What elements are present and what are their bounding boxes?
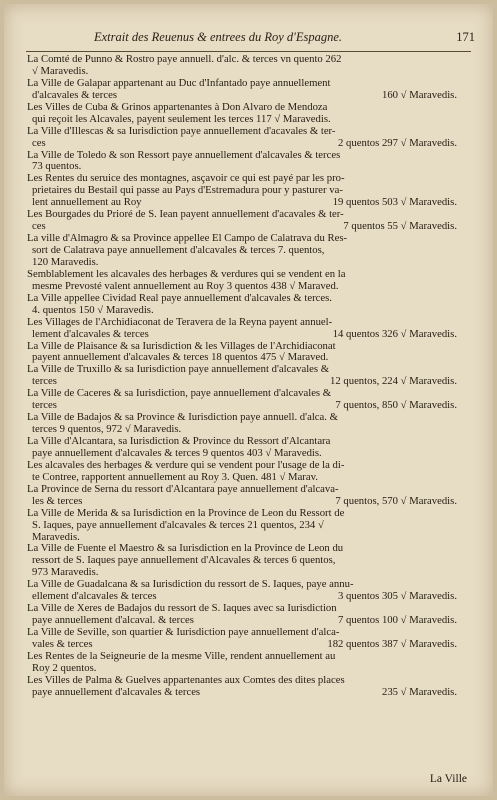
- line-text: 73 quentos.: [32, 161, 82, 173]
- text-line: [27, 150, 469, 162]
- text-line: [27, 496, 469, 508]
- text-line: [27, 400, 469, 412]
- line-text: La Ville de Merida & sa Iurisdiction en la Province de Leon du Ressort de: [27, 507, 345, 519]
- line-text: 973 Maravedis.: [32, 567, 99, 579]
- line-text: vales & terces: [32, 638, 93, 650]
- line-text: La Ville d'Alcantara, sa Iurisdiction & Province du Ressort d'Alcantara: [27, 436, 331, 447]
- line-text: ces: [32, 137, 46, 149]
- text-line: [27, 78, 469, 90]
- text-line: [27, 173, 469, 185]
- text-line: [27, 388, 469, 400]
- text-line: [27, 161, 469, 173]
- text-line: [27, 591, 469, 603]
- text-line: [27, 436, 469, 448]
- text-line: [27, 197, 469, 209]
- line-text: 4. quentos 150 √ Maravedis.: [32, 304, 154, 316]
- line-text: La Ville de Xeres de Badajos du ressort de S. Iaques avec sa Iurisdiction: [27, 603, 337, 615]
- line-amount: 182 quentos 387 √ Maravedis.: [327, 638, 457, 650]
- text-line: [27, 567, 469, 579]
- text-line: [27, 412, 469, 424]
- line-text: La Ville de Truxillo & sa Iurisdiction paye annuellement d'alcavales &: [27, 364, 330, 376]
- text-line: [27, 424, 469, 436]
- text-line: [27, 687, 469, 699]
- running-header: [94, 30, 475, 48]
- book-page: [4, 4, 493, 796]
- text-line: [27, 675, 469, 687]
- line-text: sort de Calatrava paye annuellement d'alcavales & terces 7. quentos,: [32, 245, 325, 256]
- text-line: [27, 281, 469, 293]
- line-text: Les Rentes de la Seigneurie de la mesme Ville, rendent annuellement au: [27, 650, 336, 662]
- text-line: [27, 651, 469, 663]
- text-line: [27, 221, 469, 233]
- line-text: La Province de Serna du ressort d'Alcantara paye annuellement d'alcava-: [27, 483, 339, 495]
- text-line: [27, 114, 469, 126]
- header-rule: [26, 51, 471, 52]
- text-line: [27, 448, 469, 460]
- line-text: Les alcavales des herbages & verdure qui se vendent pour l'usage de la di-: [27, 459, 345, 471]
- text-line: [27, 138, 469, 150]
- line-amount: 160 √ Maravedis.: [381, 89, 457, 101]
- line-text: La Ville de Toledo & son Ressort paye annuellement d'alcavales & terces: [27, 149, 341, 161]
- line-text: paye annuellement d'alcavales & terces: [32, 686, 201, 698]
- text-line: [27, 603, 469, 615]
- text-line: [27, 329, 469, 341]
- line-text: La Ville de Plaisance & sa Iurisdiction & les Villages de l'Archidiaconat: [27, 340, 336, 352]
- line-text: ces: [32, 221, 46, 233]
- text-line: [27, 555, 469, 567]
- line-amount: 2 quentos 297 √ Maravedis.: [338, 137, 457, 149]
- line-text: Les Villes de Cuba & Grinos appartenantes à Don Alvaro de Mendoza: [27, 101, 328, 113]
- line-text: Les Villes de Palma & Guelves appartenantes aux Comtes des dites places: [27, 674, 345, 686]
- text-line: [27, 102, 469, 114]
- text-line: [27, 317, 469, 329]
- text-line: [27, 627, 469, 639]
- line-amount: 7 quentos, 850 √ Maravedis.: [335, 400, 457, 412]
- line-text: paye annuellement d'alcavales & terces 9 quentos 403 √ Maravedis.: [32, 447, 322, 459]
- line-text: La Ville d'Illescas & sa Iurisdiction paye annuellement d'acavales & ter-: [27, 125, 336, 137]
- line-text: La Ville de Caceres & sa Iurisdiction, paye annuellement d'alcavales &: [27, 388, 332, 400]
- line-text: te Contree, rapportent annuellement au Roy 3. Quen. 481 √ Marav.: [32, 471, 318, 483]
- text-line: [27, 639, 469, 651]
- text-line: [27, 484, 469, 496]
- text-line: [27, 472, 469, 484]
- line-amount: 19 quentos 503 √ Maravedis.: [332, 197, 457, 209]
- text-line: [27, 269, 469, 281]
- text-line: [27, 54, 469, 66]
- text-line: [27, 532, 469, 544]
- line-text: La Ville de Guadalcana & sa Iurisdiction du ressort de S. Iaques, paye annu-: [27, 579, 354, 591]
- catchword: La Ville: [429, 773, 467, 785]
- text-line: [27, 293, 469, 305]
- text-line: [27, 376, 469, 388]
- line-text: La ville d'Almagro & sa Province appellee El Campo de Calatrava du Res-: [27, 233, 348, 245]
- line-text: 120 Maravedis.: [32, 256, 99, 268]
- line-amount: 7 quentos 100 √ Maravedis.: [338, 615, 457, 627]
- line-text: La Ville de Fuente el Maestro & sa Iurisdiction en la Province de Leon du: [27, 543, 344, 555]
- line-text: S. Iaques, paye annuellement d'alcavales & terces 21 quentos, 234 √: [32, 519, 324, 531]
- line-text: Les Villages de l'Archidiaconat de Teravera de la Reyna payent annuel-: [27, 316, 333, 328]
- line-text: terces: [32, 376, 57, 388]
- text-line: [27, 508, 469, 520]
- line-text: La Ville de Galapar appartenant au Duc d'Infantado paye annuellement: [27, 77, 331, 89]
- line-text: qui reçoit les Alcavales, payent seulement les terces 117 √ Maravedis.: [32, 113, 331, 125]
- text-line: [27, 233, 469, 245]
- line-text: terces 9 quentos, 972 √ Maravedis.: [32, 424, 182, 436]
- line-text: mesme Prevosté valent annuellement au Roy 3 quentos 438 √ Maraved.: [32, 280, 339, 292]
- text-line: [27, 579, 469, 591]
- running-title: Extrait des Reuenus & entrees du Roy d'Espagne.: [94, 30, 342, 44]
- page-number: 171: [456, 30, 475, 44]
- line-amount: 14 quentos 326 √ Maravedis.: [332, 328, 457, 340]
- line-text: ellement d'alcavales & terces: [32, 591, 157, 603]
- line-text: La Comté de Punno & Rostro paye annuell. d'alc. & terces vn quento 262: [27, 54, 342, 65]
- line-text: lement d'alcavales & terces: [32, 328, 149, 340]
- line-amount: 12 quentos, 224 √ Maravedis.: [330, 376, 457, 388]
- line-text: Les Rentes du seruice des montagnes, asçavoir ce qui est payé par les pro-: [27, 173, 345, 185]
- line-text: Roy 2 quentos.: [32, 662, 97, 674]
- line-amount: 3 quentos 305 √ Maravedis.: [338, 591, 457, 603]
- text-line: [27, 185, 469, 197]
- line-text: paye annuellement d'alcaval. & terces: [32, 615, 194, 627]
- line-amount: 235 √ Maravedis.: [381, 686, 457, 698]
- text-line: [27, 663, 469, 675]
- line-text: Maravedis.: [32, 531, 80, 543]
- text-line: [27, 90, 469, 102]
- text-line: [27, 543, 469, 555]
- text-line: [27, 66, 469, 78]
- line-text: d'alcavales & terces: [32, 89, 118, 101]
- line-text: √ Maravedis.: [32, 65, 89, 77]
- text-line: [27, 520, 469, 532]
- text-line: [27, 364, 469, 376]
- text-line: [27, 341, 469, 353]
- text-line: [27, 305, 469, 317]
- line-text: terces: [32, 400, 57, 412]
- line-text: ressort de S. Iaques paye annuellement d'Alcavales & terces 6 quentos,: [32, 555, 336, 567]
- text-line: [27, 126, 469, 138]
- line-text: lent annuellement au Roy: [32, 197, 142, 209]
- line-text: payent annuellement d'alcavales & terces 18 quentos 475 √ Maraved.: [32, 352, 329, 364]
- line-text: La Ville de Seville, son quartier & Iurisdiction paye annuellement d'alca-: [27, 627, 340, 638]
- text-line: [27, 460, 469, 472]
- line-text: La Ville de Badajos & sa Province & Iurisdiction paye annuell. d'alca. &: [27, 412, 338, 424]
- line-amount: 7 quentos, 570 √ Maravedis.: [335, 495, 457, 507]
- line-text: les & terces: [32, 495, 83, 507]
- line-amount: 7 quentos 55 √ Maravedis.: [343, 221, 457, 233]
- text-line: [27, 257, 469, 269]
- text-line: [27, 245, 469, 257]
- line-text: Les Bourgades du Prioré de S. Iean payent annuellement d'acavales & ter-: [27, 209, 344, 221]
- text-line: [27, 615, 469, 627]
- page-body: [27, 54, 469, 699]
- text-line: [27, 352, 469, 364]
- line-text: Semblablement les alcavales des herbages & verdures qui se vendent en la: [27, 268, 346, 280]
- line-text: prietaires du Bestail qui passe au Pays d'Estremadura pour y pasturer va-: [32, 185, 343, 197]
- text-line: [27, 209, 469, 221]
- line-text: La Ville appellee Cividad Real paye annuellement d'alcavales & terces.: [27, 292, 332, 304]
